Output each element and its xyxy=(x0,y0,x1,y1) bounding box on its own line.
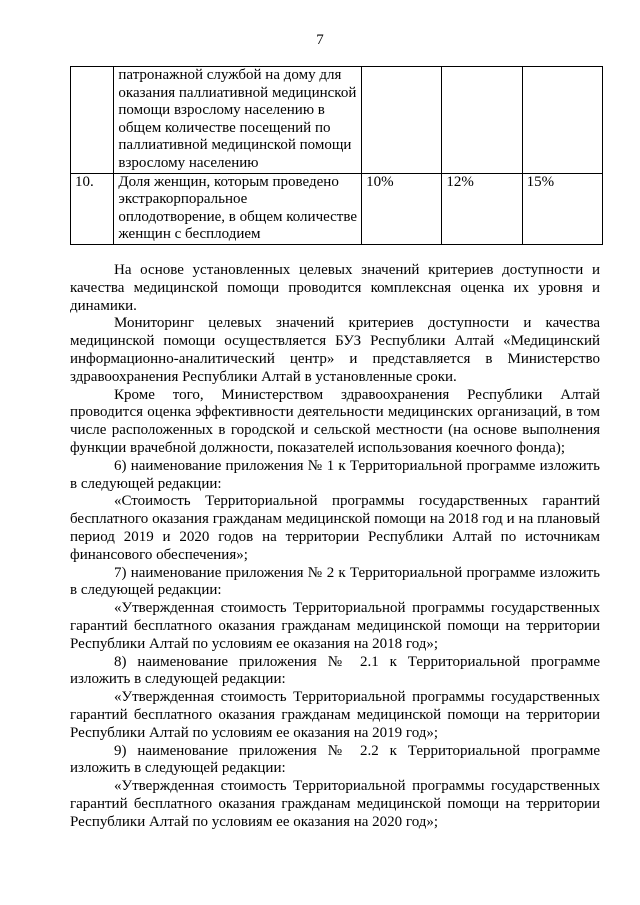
value-cell xyxy=(442,67,522,174)
criterion-text-cell: Доля женщин, которым проведено экстракорпоральное оплодотворение, в общем количестве женщин с бесплодием xyxy=(114,173,362,244)
paragraph: «Утвержденная стоимость Территориальной программы государственных гарантий бесплатного оказания гражданам медицинской помощи на территории Республики Алтай по условиям ее оказания на 2018 год»; xyxy=(70,600,600,652)
paragraph: «Стоимость Территориальной программы государственных гарантий бесплатного оказания гражданам медицинской помощи на 2018 год и на плановый период 2019 и 2020 годов на территории Республики Алтай по источникам финансового обеспечения»; xyxy=(70,493,600,563)
row-number-cell xyxy=(71,67,114,174)
value-cell: 15% xyxy=(522,173,602,244)
table-row xyxy=(71,67,603,174)
paragraph: «Утвержденная стоимость Территориальной программы государственных гарантий бесплатного оказания гражданам медицинской помощи на территории Республики Алтай по условиям ее оказания на 2020 год»; xyxy=(70,778,600,830)
page-number: 7 xyxy=(316,32,324,48)
paragraph: 6) наименование приложения № 1 к Территориальной программе изложить в следующей редакции: xyxy=(70,457,600,492)
criterion-text-cell: патронажной службой на дому для оказания паллиативной медицинской помощи взрослому населению в общем количестве посещений по паллиативной медицинской помощи взрослому населению xyxy=(114,67,362,174)
paragraph: 9) наименование приложения № 2.2 к Территориальной программе изложить в следующей редакции: xyxy=(70,742,600,777)
criteria-table xyxy=(70,66,603,245)
paragraph: На основе установленных целевых значений критериев доступности и качества медицинской помощи проводится комплексная оценка их уровня и динамики. xyxy=(70,262,600,314)
value-cell xyxy=(362,67,442,174)
value-cell: 10% xyxy=(362,173,442,244)
paragraph: «Утвержденная стоимость Территориальной программы государственных гарантий бесплатного оказания гражданам медицинской помощи на территории Республики Алтай по условиям ее оказания на 2019 год»; xyxy=(70,689,600,741)
paragraph: 8) наименование приложения № 2.1 к Территориальной программе изложить в следующей редакции: xyxy=(70,653,600,688)
document-body xyxy=(70,262,600,832)
row-number-cell: 10. xyxy=(71,173,114,244)
paragraph: Мониторинг целевых значений критериев доступности и качества медицинской помощи осуществляется БУЗ Республики Алтай «Медицинский информационно-аналитический центр» и представляется в Министерство здравоохранения Республики Алтай в установленные сроки. xyxy=(70,315,600,385)
paragraph: Кроме того, Министерством здравоохранения Республики Алтай проводится оценка эффективности деятельности медицинских организаций, в том числе расположенных в городской и сельской местности (на основе выполнения функции врачебной должности, показателей использования коечного фонда); xyxy=(70,386,600,456)
paragraph: 7) наименование приложения № 2 к Территориальной программе изложить в следующей редакции: xyxy=(70,564,600,599)
table-row xyxy=(71,173,603,244)
value-cell: 12% xyxy=(442,173,522,244)
value-cell xyxy=(522,67,602,174)
